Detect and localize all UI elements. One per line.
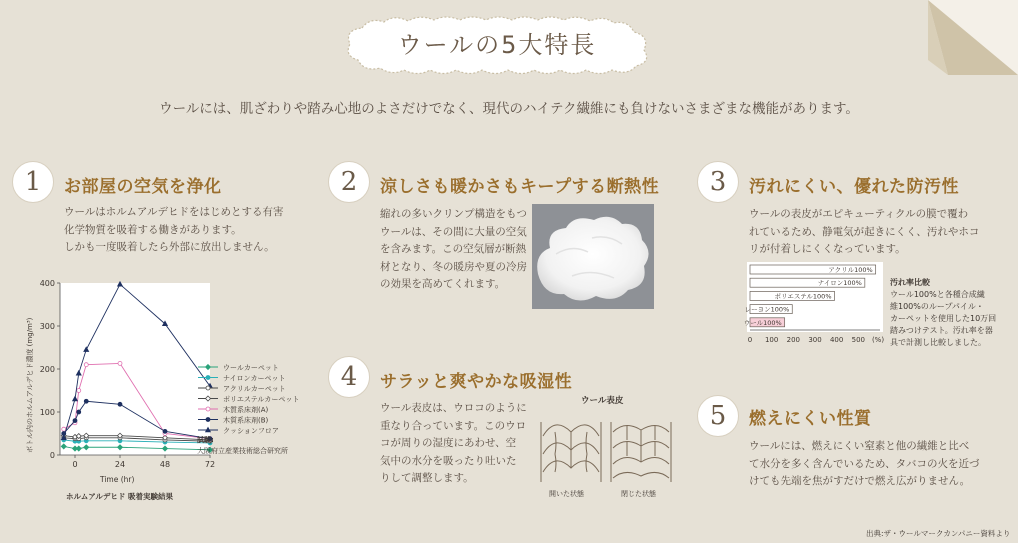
legend-label: ポリエステルカーペット bbox=[223, 395, 300, 404]
data-point bbox=[73, 419, 77, 423]
data-point bbox=[77, 389, 81, 393]
scales-open-icon bbox=[541, 422, 601, 482]
legend-label: 木質系床剤(B) bbox=[223, 416, 269, 425]
data-point bbox=[77, 410, 81, 414]
data-point bbox=[206, 386, 210, 390]
feature-title-3: 汚れにくい、優れた防汚性 bbox=[749, 177, 959, 197]
text-line: カーペットを使用した10万回 bbox=[890, 314, 997, 323]
feature-number-2: 2 bbox=[328, 161, 370, 203]
y-tick-label: 200 bbox=[39, 365, 55, 374]
text-line: コが周りの湿度にあわせ、空 bbox=[380, 437, 517, 449]
text-line: ウールの表皮がエピキューティクルの膜で覆わ bbox=[749, 208, 969, 220]
legend-label: クッションフロア bbox=[223, 427, 279, 435]
feature-number-3: 3 bbox=[697, 161, 739, 203]
dirt-note-title: 汚れ率比較 bbox=[890, 278, 930, 287]
text-line: けても先端を焦がすだけで燃え広がりません。 bbox=[749, 475, 971, 487]
feature-text-5 bbox=[749, 438, 979, 491]
data-point bbox=[118, 361, 122, 365]
text-line: 材となり、冬の暖房や夏の冷房 bbox=[380, 260, 527, 273]
feature-title-4: サラッと爽やかな吸湿性 bbox=[380, 372, 573, 392]
bar-label: ウール100% bbox=[743, 318, 782, 327]
legend-item bbox=[198, 375, 286, 383]
text-line: 具で計測し比較しました。 bbox=[890, 338, 986, 347]
data-point bbox=[206, 376, 210, 380]
data-point bbox=[206, 418, 210, 422]
dirt-rate-chart bbox=[742, 262, 888, 350]
formaldehyde-chart bbox=[22, 275, 332, 505]
bar-label: レーヨン100% bbox=[744, 305, 790, 314]
data-point bbox=[206, 407, 210, 411]
feature-title-1: お部屋の空気を浄化 bbox=[64, 177, 222, 197]
y-tick-label: 0 bbox=[49, 451, 55, 460]
x-tick-label: 0 bbox=[747, 336, 753, 344]
data-point bbox=[118, 402, 122, 406]
feature-text-3 bbox=[749, 206, 979, 259]
feature-text-4 bbox=[380, 400, 527, 488]
x-tick-label: 0 bbox=[72, 460, 78, 469]
feature-number-5: 5 bbox=[697, 395, 739, 437]
text-line: りして調整します。 bbox=[380, 472, 474, 484]
x-axis-label: Time (hr) bbox=[100, 475, 135, 484]
source-note: 出典:ザ・ウールマークカンパニー資料より bbox=[866, 529, 1011, 538]
page-title: ウールの5大特長 bbox=[397, 31, 597, 59]
feature-title-5: 燃えにくい性質 bbox=[749, 409, 872, 429]
text-line: 縮れの多いクリンプ構造をもつ bbox=[380, 208, 527, 220]
text-line: ウールは、その間に大量の空気 bbox=[380, 225, 527, 238]
y-tick-label: 400 bbox=[39, 279, 55, 288]
text-line: の効果を高めてくれます。 bbox=[380, 278, 506, 290]
feature-title-2: 涼しさも暖かさもキープする断熱性 bbox=[380, 177, 660, 197]
text-line: リが付着しにくくなっています。 bbox=[749, 243, 906, 255]
text-line: ウール表皮は、ウロコのように bbox=[380, 402, 527, 414]
legend-label: ウールカーペット bbox=[223, 364, 279, 372]
text-line: しかも一度吸着したら外部に放出しません。 bbox=[64, 241, 275, 253]
y-tick-label: 100 bbox=[39, 408, 55, 417]
data-point bbox=[163, 429, 167, 433]
wool-fiber-photo bbox=[532, 204, 654, 309]
text-line: 化学物質を吸着する働きがあります。 bbox=[64, 223, 242, 236]
legend-item bbox=[198, 427, 279, 435]
feature-text-2 bbox=[380, 206, 527, 294]
bar-label: ポリエステル100% bbox=[774, 292, 832, 301]
legend-label: 木質系床剤(A) bbox=[223, 406, 269, 414]
chart-note-1: 試験: bbox=[197, 436, 214, 444]
chart-note-2: 大阪府立産業技術総合研究所 bbox=[197, 447, 288, 455]
text-line: 重なり合っています。このウロ bbox=[380, 419, 527, 432]
legend-label: ナイロンカーペット bbox=[223, 374, 286, 383]
legend-label: アクリルカーペット bbox=[223, 385, 286, 393]
y-tick-label: 300 bbox=[39, 322, 55, 331]
wool-surface-title: ウール表皮 bbox=[581, 396, 624, 406]
x-tick-label: 48 bbox=[159, 460, 171, 469]
text-line: ウール100%と各種合成繊 bbox=[890, 290, 985, 299]
text-line: ウールには、燃えにくい窒素と他の繊維と比べ bbox=[749, 440, 970, 452]
text-line: 維100%のループパイル・ bbox=[890, 302, 984, 311]
feature-text-1 bbox=[64, 204, 283, 257]
wool-surface-diagram bbox=[535, 392, 680, 504]
plot-area bbox=[60, 283, 210, 455]
feature-number-4: 4 bbox=[328, 356, 370, 398]
x-tick-label: 24 bbox=[114, 460, 126, 469]
text-line: 気中の水分を吸ったり吐いた bbox=[380, 454, 517, 467]
x-tick-label: 72 bbox=[204, 460, 216, 469]
x-tick-label: 100 bbox=[764, 336, 779, 344]
bar-label: ナイロン100% bbox=[817, 279, 862, 288]
dirt-note bbox=[890, 277, 996, 349]
legend-item bbox=[198, 396, 299, 404]
open-state-label: 開いた状態 bbox=[549, 490, 584, 498]
data-point bbox=[84, 363, 88, 367]
closed-state-label: 閉じた状態 bbox=[621, 490, 656, 498]
x-tick-label: 200 bbox=[786, 336, 801, 344]
x-tick-label: 500 bbox=[851, 336, 866, 344]
bar-label: アクリル100% bbox=[828, 266, 873, 274]
legend-item bbox=[198, 364, 279, 372]
text-line: て水分を多く含んでいるため、タバコの火を近づ bbox=[749, 457, 980, 470]
x-tick-label: 300 bbox=[808, 336, 822, 344]
x-unit-label: (%) bbox=[871, 336, 885, 344]
text-line: れているため、静電気が起きにくく、汚れやホコ bbox=[749, 225, 980, 238]
data-point bbox=[62, 427, 66, 431]
data-point bbox=[84, 399, 88, 403]
intro-text: ウールには、肌ざわりや踏み心地のよさだけでなく、現代のハイテク繊維にも負けないさまざまな機能があります。 bbox=[159, 101, 859, 117]
page-curl-corner bbox=[928, 0, 1018, 75]
chart-title: ホルムアルデヒド 吸着実験結果 bbox=[66, 492, 174, 501]
feature-number-1: 1 bbox=[12, 161, 54, 203]
page-title-badge bbox=[322, 14, 672, 76]
scales-closed-icon bbox=[611, 422, 671, 482]
text-line: 踏みつけテスト。汚れ率を器 bbox=[890, 326, 993, 335]
text-line: ウールはホルムアルデヒドをはじめとする有害 bbox=[64, 206, 284, 218]
y-axis-label: ボトル内のホルムアルデヒド濃度 (mg/m³) bbox=[26, 317, 34, 453]
text-line: を含みます。この空気層が断熱 bbox=[380, 243, 527, 255]
x-tick-label: 400 bbox=[829, 336, 844, 344]
